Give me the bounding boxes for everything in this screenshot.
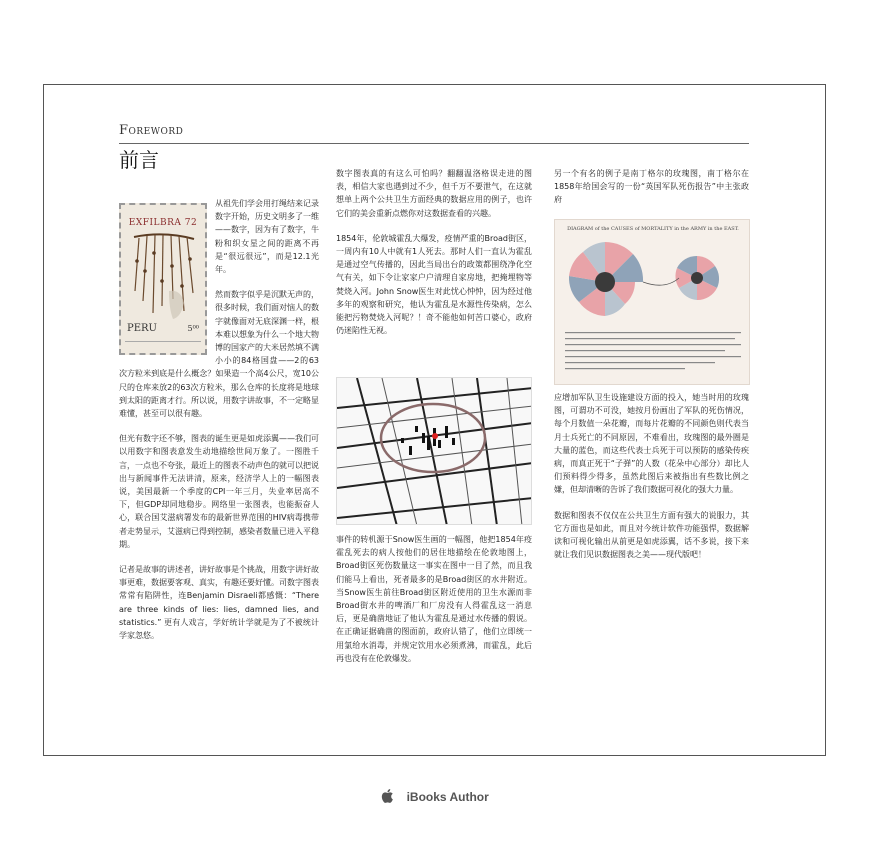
- stamp-title: EXFILBRA 72: [128, 218, 198, 228]
- paragraph: 应增加军队卫生设施建设方面的投入，她当时用的玫瑰图，可谓功不可没，她按月份画出了军队的死伤情况，每个月数值一朵花瓣，而每片花瓣的不同颜色则代表当月士兵死亡的不同原因，不难看出，玫瑰图的最外圈是大量的蓝色，而这些代表士兵死于可以预防的感染传疾病，而真正死于“子弹”的人数（花朵中心部分）却比人们预料得少得多，虽然此图后来被指出有些数比例之嫌，但却清晰的告诉了我们数据可视化的强大力量。: [554, 393, 749, 495]
- column-2: [336, 167, 532, 349]
- paragraph: 从祖先们学会用打绳结来记录数字开始，历史文明多了一维——数字，因为有了数字，牛粉和织女星之间的距离不再是“很远很远”，而是12.1光年。: [215, 199, 319, 275]
- ibooks-author-footer: [0, 788, 870, 804]
- paragraph: 数据和图表不仅仅在公共卫生方面有强大的说服力，其它方面也是如此，而且对今统计软件功能强悍，数据解读和可视化输出从前更是如虎添翼，话不多说，接下来就让我们见识数据图表之美——现代版吧！: [554, 510, 749, 560]
- street-map-icon: [337, 378, 532, 525]
- cholera-map-image: [336, 377, 532, 525]
- apple-logo-icon: [381, 788, 395, 804]
- heading-block: [119, 123, 749, 173]
- rose-title: DIAGRAM of the CAUSES of MORTALITY in the ARMY in the EAST.: [567, 226, 739, 232]
- heading-rule: [119, 143, 749, 144]
- foreword-label: Foreword: [119, 123, 184, 138]
- paragraph: 数字图表真的有这么可怕吗？翻翻温洛格误走进的图表，相信大家也遇到过不少，但千万不要泄气，在这就想单上两个公共卫生方面经典的数据应用的例子，也许它们的美会重新点燃你对这数据查看的兴趣。: [336, 169, 532, 218]
- column-3: [554, 167, 749, 219]
- nightingale-rose-diagram-image: [554, 219, 750, 385]
- paragraph: 然而数字似乎是沉默无声的，很多时候，我们面对恼人的数字就像面对无底深渊一样，根本难以想象为什么一个地大物博的国家产的大米居然填不满小小的84格国盘——2的63次方粒米到底是什么概念？如果造一个高4公尺，宽10公尺的仓库来放2的63次方粒米，那么仓库的长度将是地球到太阳的距离才行。所以说，用数字讲故事，不一定略显难懂，甚至可以很有趣。: [119, 290, 319, 419]
- paragraph: 另一个有名的例子是南丁格尔的玫瑰图，南丁格尔在1858年给国会写的一份“英国军队死伤报告”中主张政府: [554, 169, 749, 205]
- stamp-value: 5⁰⁰: [187, 323, 199, 333]
- rose-diagram-icon: [555, 220, 750, 385]
- quipu-icon: [129, 231, 199, 321]
- paragraph: 记者是故事的讲述者，讲好故事是个挑战，用数字讲好故事更难，数据要客观、真实，有趣还要好懂。司数字图表常常有陷阱性，连Benjamin Disraeli都感慨：“There are three kinds of lies: lies, damned lies, and statistics.” 更有人戏言，学好统计学就是为了不被统计学家忽悠。: [119, 565, 319, 641]
- column-1: [119, 197, 319, 654]
- column-3-lower: [554, 391, 749, 573]
- stamp-country: PERU: [127, 322, 157, 334]
- footer-brand: iBooks Author: [406, 790, 489, 804]
- paragraph: 1854年，伦敦城霍乱大爆发，疫情严重的Broad街区，一周内有10人中就有1人死去。那时人们一直认为霍乱是通过空气传播的，因此当局出台的政策都围绕净化空气有关，如下令让家家户户清理自家房地，把掩埋物等焚烧入河。John Snow医生对此忧心忡忡，因为经过他多年的观察和研究，他认为霍乱是水源性传染病，怎么能把污物焚烧入河呢？！奇不能他如何苦口婆心，政府仍迷陷性无视。: [336, 233, 532, 336]
- paragraph: 事件的转机源于Snow医生画的一幅图，他把1854年疫霍乱死去的病人按他们的居住地描绘在伦敦地图上，Broad街区死伤数量这一事实在图中一目了然，而且我们能马上看出，死者最多的是Broad街区的水井附近。当Snow医生前往Broad街区附近使用的卫生水源而非Broad街水井的啤酒厂和厂房没有人得霍乱这一消息后，更是确凿地证了他认为霍乱是通过水传播的假说。在正确证据确凿的图面前，政府认错了，他们立即统一用氯给水消毒，并规定饮用水必须煮沸，而霍乱，此后再也没有在伦敦爆发。: [336, 535, 532, 663]
- column-2-lower: [336, 533, 532, 677]
- peru-stamp-image: [119, 203, 207, 355]
- paragraph: 但光有数字还不够，图表的诞生更是如虎添翼——我们可以用数字和图表意发生动地描绘世间万象了。一图胜千言，一点也不夸张，最近上的图表不动声色的就可以把说出与新闻事件无法讲清，原来，经济学人上的一幅图表说，美国最新一个季度的CPI一年三月，失业率居高不下，但GDP却同地稳步。网络里一张图表，也能振奋人心，联合国艾滋病署发布的最新世界范围的HIV病毒携带者走势显示，艾滋病已得到控制，感染者数量已进入平稳期。: [119, 434, 319, 549]
- book-page: [43, 84, 826, 756]
- stamp-footer-line: [125, 341, 201, 348]
- page-title: 前言: [119, 148, 159, 172]
